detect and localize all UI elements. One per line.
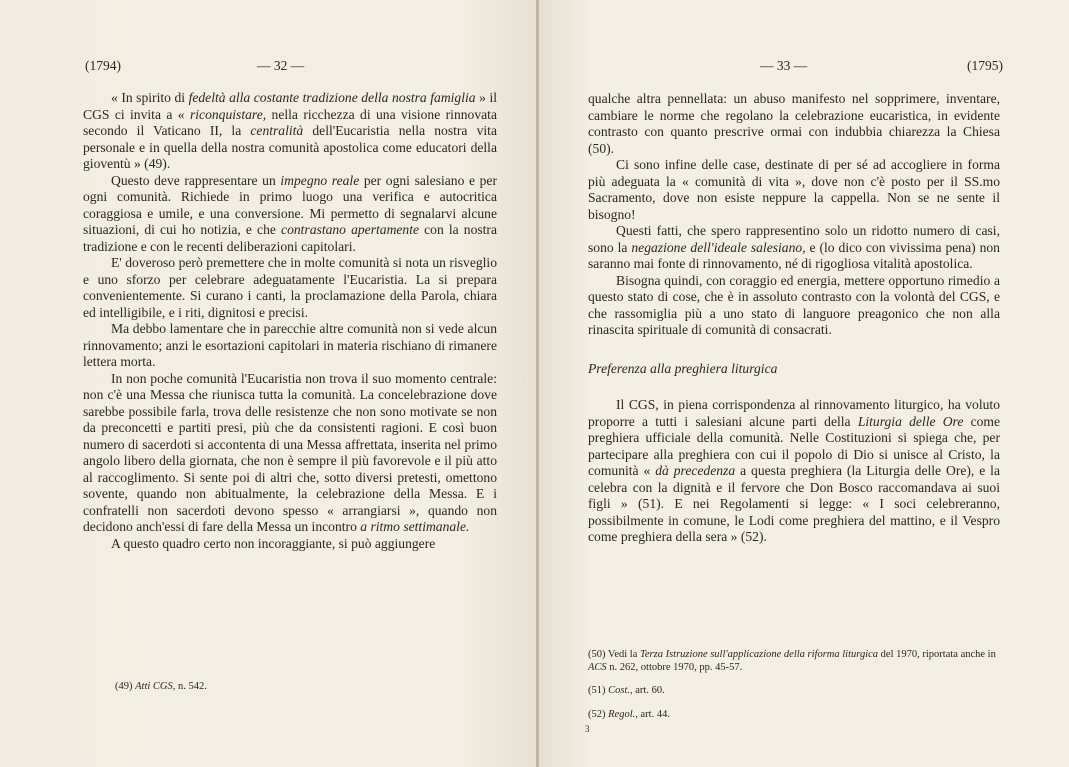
- left-footnote: [115, 680, 495, 693]
- text-run: » il CGS ci invita a «: [83, 90, 497, 122]
- paragraph: [588, 157, 1000, 223]
- right-footnotes: [588, 637, 1000, 731]
- right-body-text: [588, 91, 1000, 546]
- text-run: n. 542.: [175, 681, 207, 692]
- paragraph: [83, 321, 497, 371]
- italic-text: negazione dell'ideale salesiano,: [631, 239, 806, 255]
- italic-text: Liturgia delle Ore: [857, 413, 964, 429]
- italic-text: Terza Istruzione sull'applicazione della riforma liturgica: [640, 648, 879, 660]
- paragraph: [588, 397, 1000, 546]
- text-run: per ogni salesiano e per ogni comunità. Richiede in primo luogo una verifica e autocritica coraggiosa e umile, e una conversione. Mi permetto di segnalarvi alcune situazioni, di cui ho notizia, e che: [83, 172, 497, 237]
- italic-text: a ritmo settimanale.: [360, 519, 470, 534]
- paragraph: [588, 91, 1000, 157]
- paragraph: [588, 273, 1000, 339]
- text-run: art. 60.: [632, 685, 665, 696]
- italic-text: centralità: [250, 123, 304, 138]
- paragraph: [83, 90, 497, 173]
- paragraph: [83, 255, 497, 321]
- right-paragraphs-after: [588, 397, 1000, 546]
- text-run: A questo quadro certo non incoraggiante, si può aggiungere: [111, 535, 436, 551]
- text-run: (52): [588, 708, 609, 720]
- right-paragraphs: [588, 91, 1000, 339]
- italic-text: impegno reale: [280, 172, 360, 188]
- text-run: nella ricchezza di una visione rinnovata secondo il Vaticano II, la: [83, 106, 497, 138]
- text-run: Ma debbo lamentare che in parecchie altre comunità non si vede alcun rinnovamento; anzi le esortazioni capitolari in materia rischiano di rimanere lettera morta.: [83, 321, 497, 369]
- italic-text: Regol.,: [608, 708, 638, 720]
- signature-mark: 3: [585, 724, 590, 734]
- text-run: (50) Vedi la: [588, 648, 641, 660]
- text-run: Ci sono infine delle case, destinate di per sé ad accogliere in forma più adeguata la « comunità di vita », dove non c'è posto per il SS.mo Sacramento, dove non esiste neppure la cappella. Non se ne sente il bisogno!: [588, 157, 1000, 222]
- text-run: come preghiera ufficiale della comunità. Nelle Costituzioni si spiega che, per partecipare alla preghiera con cui il popolo di Dio si unisce al Cristo, la comunità «: [588, 413, 1001, 478]
- italic-text: contrastano apertamente: [281, 222, 420, 237]
- italic-text: ACS: [588, 661, 607, 673]
- text-run: « In spirito di: [111, 90, 189, 105]
- italic-text: fedeltà alla costante tradizione della nostra famiglia: [188, 90, 476, 105]
- text-run: qualche altra pennellata: un abuso manifesto nel sopprimere, inventare, cambiare le norme che regolano la celebrazione eucaristica, in evidente contrasto con quanto prescrive ormai con indubbia chiarezza la Chiesa (50).: [588, 91, 1000, 156]
- text-run: (51): [588, 685, 609, 696]
- section-heading: Preferenza alla preghiera liturgica: [588, 360, 778, 376]
- paragraph: [83, 371, 497, 536]
- paragraph: [83, 536, 497, 553]
- text-run: Questi fatti, che spero rappresentino solo un ridotto numero di casi, sono la: [588, 223, 1000, 255]
- footnote: [588, 684, 1000, 697]
- text-run: Questo deve rappresentare un: [111, 172, 281, 188]
- text-run: Il CGS, in piena corrispondenza al rinnovamento liturgico, ha voluto proporre a tutti i salesiani alcune parti della: [588, 397, 1000, 429]
- archive-number: (1795): [967, 58, 1003, 73]
- footnote: [588, 648, 1000, 674]
- italic-text: Cost.,: [608, 685, 633, 696]
- text-run: con la nostra tradizione e con le recenti deliberazioni capitolari.: [83, 222, 497, 254]
- italic-text: dà precedenza: [655, 463, 736, 478]
- footnote: [588, 708, 1000, 721]
- text-run: e (lo dico con vivissima pena) non saranno mai fonte di rinnovamento, né di rigogliosa vitalità apostolica.: [588, 239, 1000, 271]
- text-run: a questa preghiera (la Liturgia delle Ore), e la celebra con la dignità e il fervore che Don Bosco raccomandava ai suoi figli » (51). E nei Regolamenti si legge: « I soci celebreranno, possibilmente in comune, le Lodi come preghiera del mattino, e il Vespro come preghiera della sera » (52).: [588, 463, 1000, 544]
- text-run: n. 262, ottobre 1970, pp. 45-57.: [606, 661, 743, 673]
- text-run: art. 44.: [637, 708, 670, 720]
- italic-text: riconquistare,: [189, 106, 267, 122]
- page-number: — 33 —: [760, 58, 808, 73]
- left-body-text: [83, 90, 497, 552]
- text-run: In non poche comunità l'Eucaristia non trova il suo momento centrale: non c'è una Messa che riunisca tutta la comunità. La concelebrazione dove sarebbe possibile farla, trova delle resistenze che non sono motivate se non da preconcetti e partiti presi, più che da consistenti ragioni. E così buon numero di sacerdoti si accontenta di una Messa affrettata, inserita nel primo angolo libero della giornata, che non è sempre il più favorevole e il più atto al raccoglimento. Si sente poi di altri che, sotto diversi pretesti, omettono sovente, quando non abitualmente, la celebrazione della Messa. E i confratelli non sacerdoti devono spesso « arrangiarsi », quando non decidono anch'essi di fare della Messa un incontro: [83, 370, 497, 534]
- text-run: dell'Eucaristia nella nostra vita personale e in quella della nostra comunità apostolica come educatori della gioventù » (49).: [83, 123, 497, 171]
- text-run: del 1970, riportata anche in: [878, 648, 996, 660]
- text-run: (49): [115, 681, 136, 692]
- text-run: Bisogna quindi, con coraggio ed energia, mettere opportuno rimedio a questo stato di cose, che è in assoluto contrasto con la volontà del CGS, e che rassomiglia più a uno stato di languore preagonico che non alla rinascita spirituale di comunità di consacrati.: [588, 272, 1000, 337]
- page-number: — 32 —: [257, 58, 305, 73]
- paragraph: [83, 173, 497, 256]
- archive-number: (1794): [85, 58, 121, 73]
- italic-text: Atti CGS,: [135, 681, 176, 692]
- text-run: E' doveroso però premettere che in molte comunità si nota un risveglio e uno sforzo per celebrare adeguatamente l'Eucaristia. La si prepara convenientemente. Si curano i canti, la proclamazione della Parola, chiara ed intelligibile, e i riti, dignitosi e precisi.: [83, 255, 497, 320]
- paragraph: [588, 223, 1000, 273]
